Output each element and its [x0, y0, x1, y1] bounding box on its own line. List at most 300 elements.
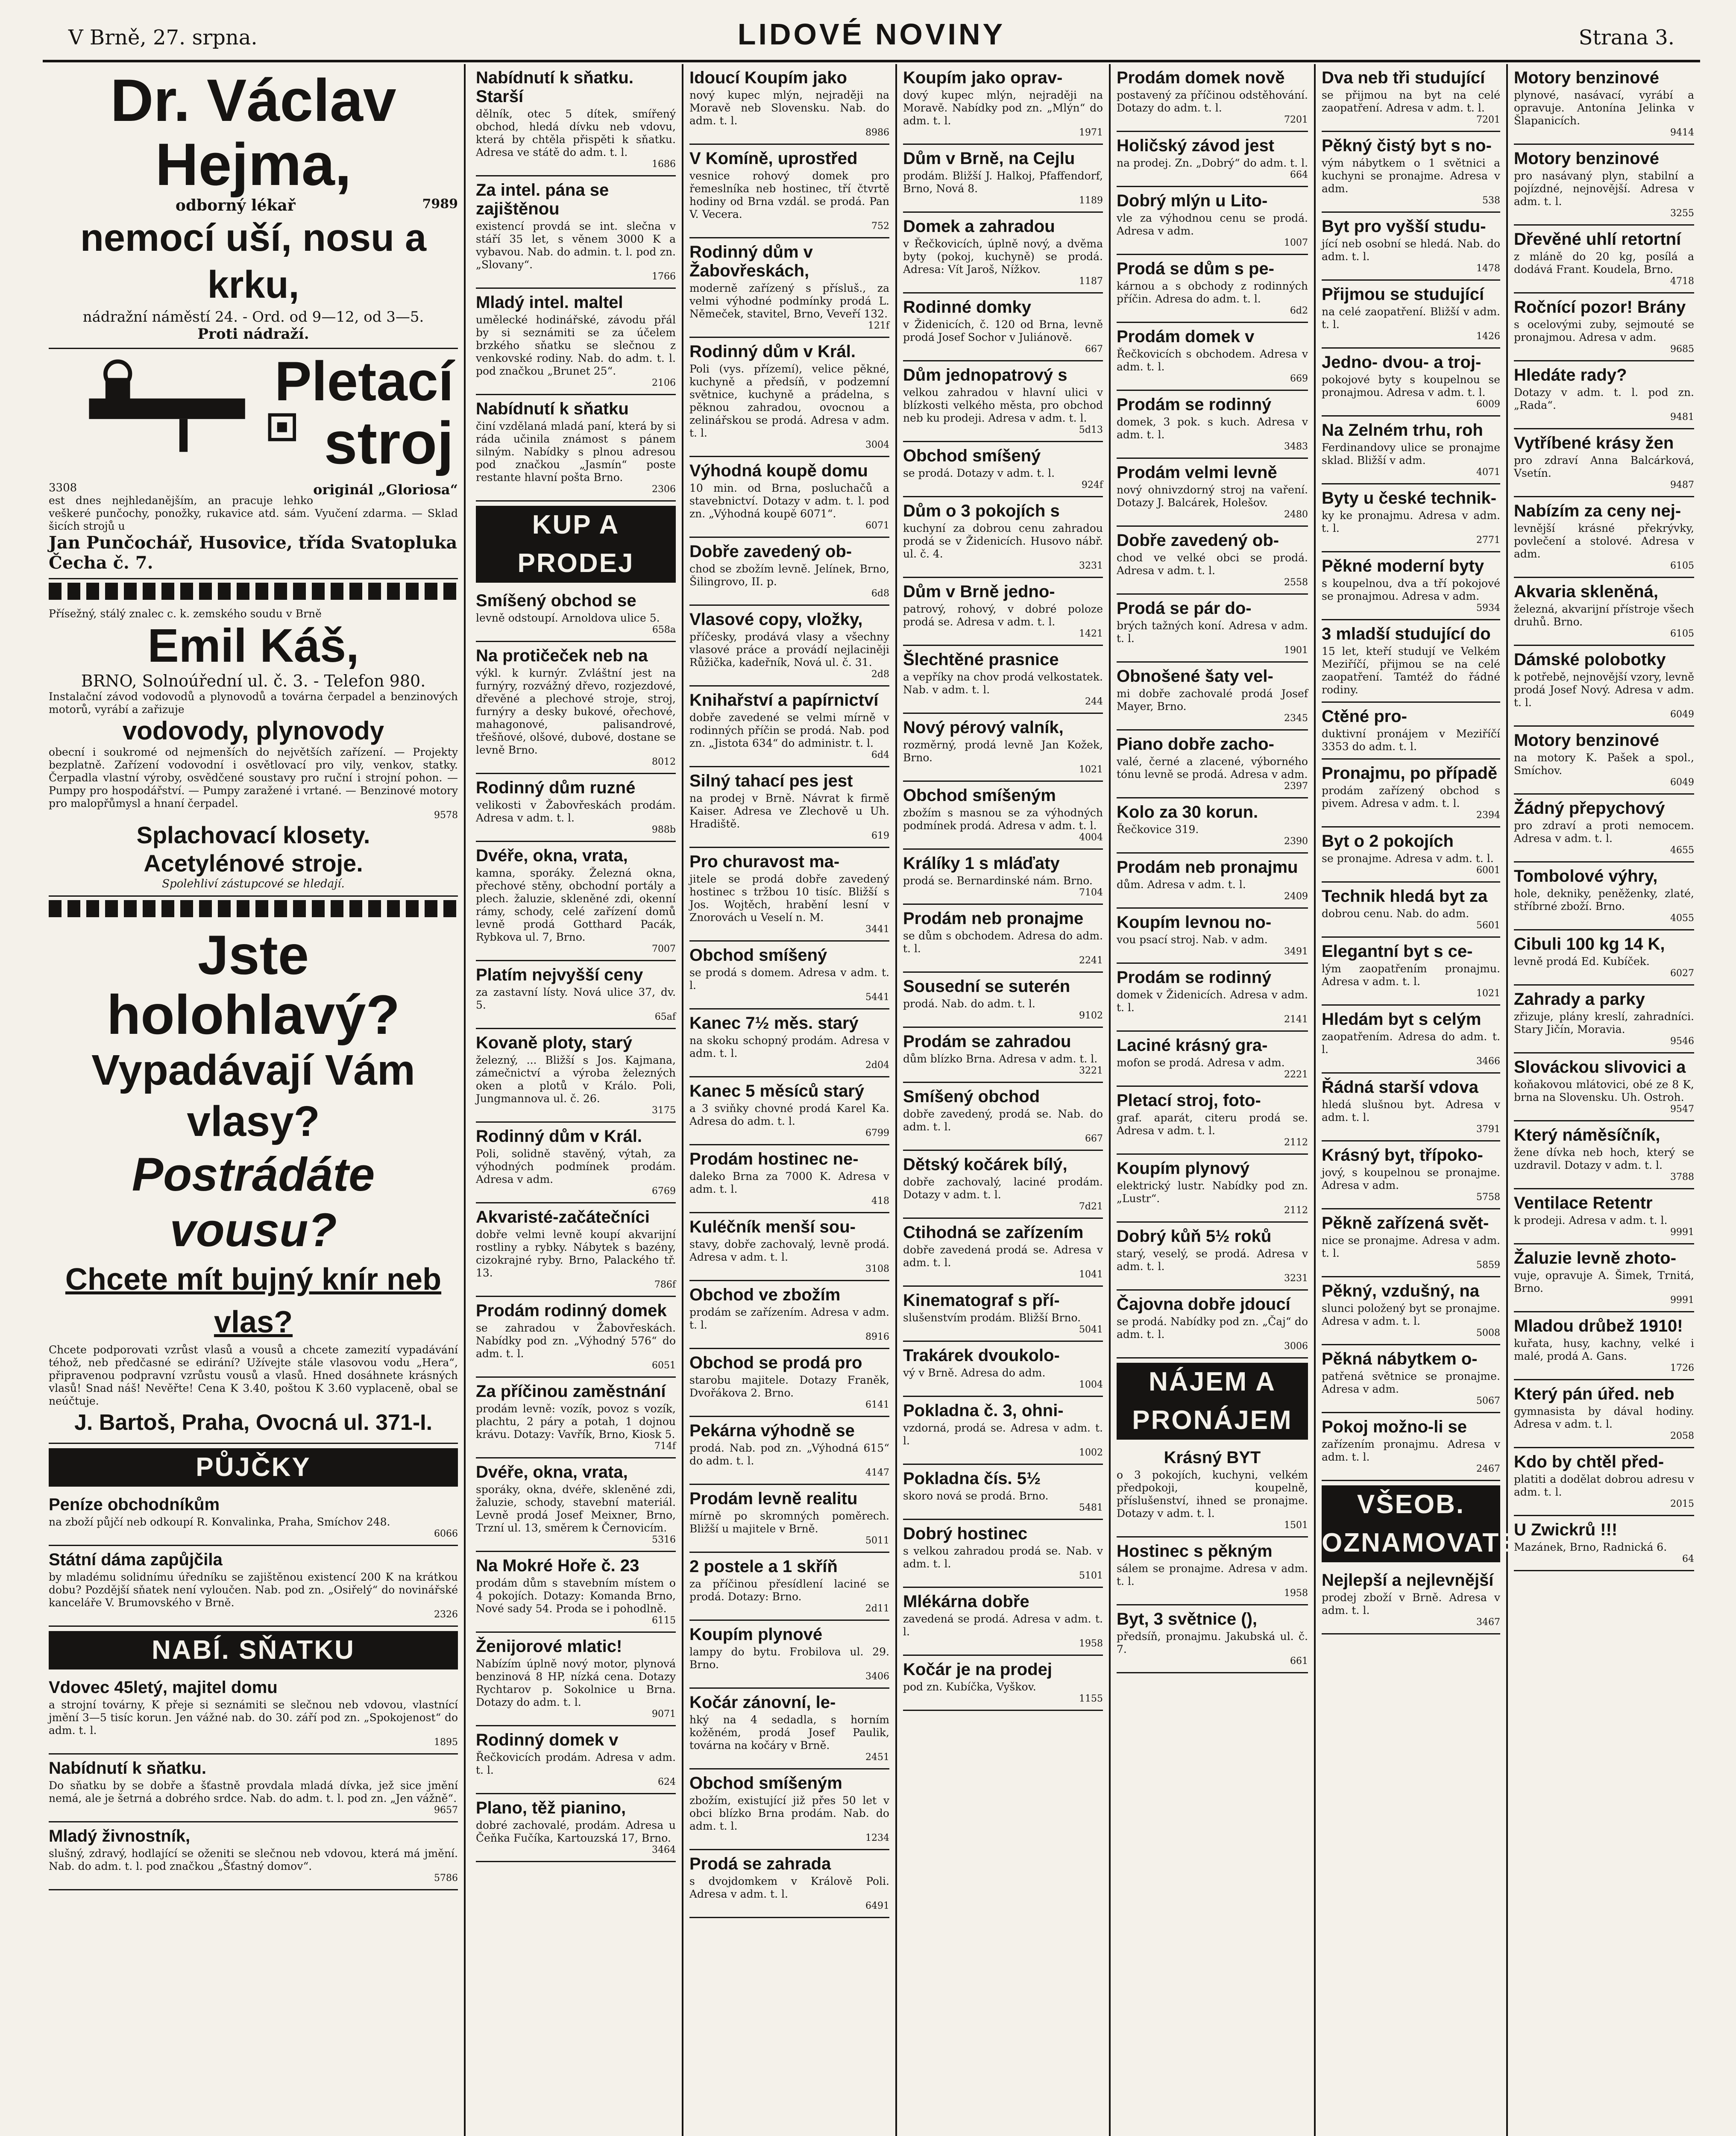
classified-ad [1514, 429, 1694, 497]
ad-text: za příčinou přesídlení laciné se prodá. Dotazy: Brno. [689, 1578, 889, 1603]
ad-text: lampy do bytu. Frobilova ul. 29. Brno. [689, 1646, 889, 1671]
ad-title: Dům v Brně jedno- [903, 582, 1055, 601]
ad-text: dobře zavedená prodá se. Adresa v adm. t. l. [903, 1244, 1103, 1269]
ad-number: 9547 [1670, 1104, 1694, 1115]
column-6 [1316, 64, 1537, 2136]
knitting-title-1: Pletací [274, 350, 454, 412]
ad-text: k prodeji. Adresa v adm. t. l. [1514, 1214, 1668, 1226]
ad-title: V Komíně, uprostřed [689, 149, 858, 168]
classified-ad [903, 850, 1103, 905]
ad-title: Rodinný dům v Král. [476, 1127, 642, 1146]
ad-title: Prodám se zahradou [903, 1032, 1071, 1051]
ad-title: Který pán úřed. neb [1514, 1385, 1674, 1403]
ad-title: Dobrý kůň 5½ roků [1117, 1227, 1272, 1246]
classified-ad [1322, 1141, 1500, 1209]
classified-ad [476, 1552, 676, 1633]
ad-text: zavedená se prodá. Adresa v adm. t. l. [903, 1613, 1103, 1638]
ad-text: sálem se pronajme. Adresa v adm. t. l. [1117, 1562, 1308, 1587]
ad-number: 2d04 [865, 1060, 889, 1071]
marriage-3-num: 5786 [434, 1873, 458, 1884]
masthead [43, 9, 1700, 62]
classified-ad [1117, 391, 1308, 459]
ad-title: Prodám rodinný domek [476, 1301, 667, 1320]
classified-ad [1322, 64, 1500, 132]
ad-number: 6d8 [871, 588, 889, 599]
classified-ad [1322, 1485, 1537, 1562]
knitting-original: originál „Gloriosa“ [313, 481, 458, 498]
ad-number: 9414 [1670, 127, 1694, 138]
ad-text: platiti a dodělat dobrou adresu v adm. t. l. [1514, 1473, 1694, 1498]
ad-text: železná, akvarijní přístroje všech druhů. Brno. [1514, 603, 1694, 628]
ad-text: vesnice rohový domek pro řemeslníka neb hostinec, tří čtvrtě hodiny od Brna vzdál. se prodá. Pan V. Vecera. [689, 170, 889, 220]
ad-text: domek v Židenicích. Adresa v adm. t. l. [1117, 989, 1308, 1014]
ad-text: Řečkovicích prodám. Adresa v adm. t. l. [476, 1751, 676, 1776]
ad-text: pro zdraví a proti nemocem. Adresa v adm. t. l. [1514, 819, 1694, 845]
classified-ad [903, 497, 1103, 578]
ad-number: 2112 [1284, 1205, 1308, 1216]
classified-ad [476, 395, 676, 502]
ad-title: Dvéře, okna, vrata, [476, 846, 628, 865]
loans-banner: PŮJČKY [49, 1448, 458, 1487]
ad-text: s velkou zahradou prodá se. Nab. v adm. t. l. [903, 1545, 1103, 1570]
ad-text: na prodej. Zn. „Dobrý“ do adm. t. l. [1117, 157, 1308, 169]
ad-text: plynové, nasávací, vyrábí a opravuje. Antonína Jelinka v Šlapanicích. [1514, 89, 1694, 127]
ad-text: lým zaopatřením pronajmu. Adresa v adm. t. l. [1322, 962, 1500, 988]
ad-number: 3467 [1476, 1617, 1500, 1628]
ad-text: hledá slušnou byt. Adresa v adm. t. l. [1322, 1098, 1500, 1124]
ad-number: 786f [654, 1279, 676, 1290]
ad-title: Pronajmu, po případě [1322, 764, 1498, 783]
classified-ad [476, 1458, 676, 1552]
classified-ad [476, 289, 676, 395]
ad-title: Piano dobře zacho- [1117, 735, 1274, 754]
ad-number: 2771 [1476, 535, 1500, 546]
classified-ad [903, 782, 1103, 850]
ad-number: 9991 [1670, 1295, 1694, 1306]
ad-title: Byty u české technik- [1322, 489, 1497, 508]
classified-ad [689, 1553, 889, 1621]
ad-title: Domek a zahradou [903, 217, 1055, 236]
ad-text: prodá se. Bernardinské nám. Brno. [903, 874, 1093, 887]
classified-ad [1117, 1155, 1308, 1223]
classified-ad [903, 64, 1103, 145]
ad-number: 6001 [1476, 865, 1500, 876]
ad-text: s koupelnou, dva a tří pokojové se pronajmou. Adresa v adm. [1322, 577, 1500, 602]
classified-ad [903, 646, 1103, 714]
ad-number: 2112 [1284, 1137, 1308, 1148]
hair-firm: J. Bartoš, Praha, Ovocná ul. 371-I. [74, 1410, 433, 1435]
ad-text: za zastavní lísty. Nová ulice 37, dv. 5. [476, 986, 676, 1011]
ad-text: na skoku schopný prodám. Adresa v adm. t. l. [689, 1034, 889, 1059]
ad-number: 3004 [865, 440, 889, 450]
ad-title: Na Zelném trhu, roh [1322, 421, 1483, 440]
ad-title: Čajovna dobře jdoucí [1117, 1295, 1290, 1314]
classified-ad [1514, 497, 1694, 578]
classified-ad [689, 1417, 889, 1485]
masthead-page: Strana 3. [1578, 26, 1674, 50]
ad-number: 9102 [1079, 1010, 1103, 1021]
ad-title: Ročnící pozor! Brány [1514, 298, 1686, 317]
classified-ad [1117, 964, 1308, 1032]
classified-ad [903, 1028, 1103, 1083]
doctor-name: Dr. Václav Hejma, [110, 67, 396, 198]
ad-number: 3231 [1079, 560, 1103, 571]
ad-number: 6141 [865, 1400, 889, 1410]
classified-ad [903, 1397, 1103, 1465]
ad-number: 3788 [1670, 1172, 1694, 1182]
ad-number: 7007 [652, 944, 676, 954]
ad-number: 121f [868, 320, 889, 331]
classified-ad [1117, 1291, 1308, 1358]
ad-text: nice se pronajme. Adresa v adm. t. l. [1322, 1234, 1500, 1259]
ad-text: zaopatřením. Adresa do adm. t. l. [1322, 1030, 1500, 1056]
ad-number: 658a [652, 625, 676, 635]
ad-text: slunci položený byt se pronajme. Adresa v adm. t. l. [1322, 1302, 1500, 1327]
ad-title: Akvaria skleněná, [1514, 582, 1658, 601]
ad-number: 8916 [865, 1332, 889, 1342]
ad-text: prodám zařízený obchod s pivem. Adresa v adm. t. l. [1322, 784, 1500, 810]
ad-number: 2394 [1476, 810, 1500, 821]
ad-number: 3464 [652, 1845, 676, 1855]
loan-1-text: na zboží půjčí neb odkoupí R. Konvalinka, Praha, Smíchov 248. [49, 1516, 390, 1528]
ad-number: 9546 [1670, 1036, 1694, 1047]
ad-title: Platím nejvyšší ceny [476, 965, 643, 984]
classified-ad [1514, 361, 1694, 429]
classified-ad [476, 1378, 676, 1458]
classified-ad [903, 1151, 1103, 1219]
ad-title: Dvéře, okna, vrata, [476, 1463, 628, 1482]
ad-number: 6049 [1670, 777, 1694, 788]
classified-ad [476, 176, 676, 289]
classified-ad [1322, 213, 1500, 281]
ad-text: zařízením pronajmu. Adresa v adm. t. l. [1322, 1438, 1500, 1463]
ad-number: 2467 [1476, 1464, 1500, 1474]
ad-text: s ocelovými zuby, sejmouté se pronajmou. Adresa v adm. [1514, 318, 1694, 343]
ad-text: prodám se zařízením. Adresa v adm. t. l. [689, 1306, 889, 1331]
classified-ad [1322, 620, 1500, 703]
ad-title: Dům jednopatrový s [903, 366, 1067, 384]
ad-title: Pokladna čís. 5½ [903, 1469, 1041, 1488]
ad-title: Řádná starší vdova [1322, 1078, 1478, 1097]
ad-number: 1426 [1476, 331, 1500, 342]
ad-text: dobře velmi levně koupí akvarijní rostliny a rybky. Nábytek s bazény, cizokrajné ryby. Brno, Palackého tř. 13. [476, 1228, 676, 1279]
ad-number: 3108 [865, 1264, 889, 1274]
ad-number: 9481 [1670, 412, 1694, 423]
classified-ad [1117, 595, 1308, 663]
ad-number: 714f [654, 1441, 676, 1452]
classified-ad [1117, 132, 1308, 187]
classified-ad [1117, 459, 1308, 527]
ad-text: a 3 sviňky chovné prodá Karel Ka. Adresa do adm. t. l. [689, 1102, 889, 1127]
ad-text: velkou zahradou v hlavní ulici v blízkosti velkého města, pro obchod neb ku prodeji. Adresa v adm. t. l. [903, 386, 1103, 424]
ad-text: dobře zavedený, prodá se. Nab. do adm. t. l. [903, 1108, 1103, 1133]
ad-title: Přijmou se studující [1322, 285, 1484, 304]
ad-number: 7104 [1079, 887, 1103, 898]
ad-title: Jedno- dvou- a troj- [1322, 353, 1481, 372]
ad-text: se pronajme. Adresa v adm. t. l. [1322, 852, 1494, 865]
ad-title: Nabízím za ceny nej- [1514, 502, 1681, 520]
classified-ad [903, 1465, 1103, 1520]
ad-title: Nový pérový valník, [903, 718, 1064, 737]
column-3 [683, 64, 897, 2136]
ad-number: 3466 [1476, 1056, 1500, 1067]
ad-title: Prodá se dům s pe- [1117, 259, 1274, 278]
ad-title: Kovaně ploty, starý [476, 1033, 633, 1052]
ad-title: Koupím levnou no- [1117, 913, 1272, 932]
ad-text: prodám. Bližší J. Halkoj, Pfaffendorf, Brno, Nová 8. [903, 170, 1103, 195]
ad-number: 619 [871, 830, 889, 841]
ad-title: Pokladna č. 3, ohni- [903, 1401, 1064, 1420]
column-5 [1111, 64, 1316, 2136]
ad-text: Mazánek, Brno, Radnická 6. [1514, 1541, 1667, 1553]
emil-name: Emil Káš, [147, 619, 359, 672]
classified-ad [903, 361, 1103, 442]
loan-1-title: Peníze obchodníkům [49, 1495, 220, 1514]
ad-number: 1501 [1284, 1520, 1308, 1531]
ad-title: Kanec 7½ měs. starý [689, 1014, 859, 1033]
loan-ad-2 [49, 1546, 458, 1627]
ad-text: elektrický lustr. Nabídky pod zn. „Lustr“. [1117, 1179, 1308, 1205]
classified-ad [1514, 1448, 1694, 1516]
classified-ad [1117, 731, 1308, 798]
marriage-2-title: Nabídnutí k sňatku. [49, 1759, 206, 1778]
ad-number: 2221 [1284, 1069, 1308, 1080]
ad-text: činí vzdělaná mladá paní, která by si ráda učinila známost s pánem silným. Nabídky s plnou adresou pod značkou „Jasmín“ poste restante hlavní pošta Brno. [476, 420, 676, 484]
classified-ad [689, 1077, 889, 1145]
emil-closets: Splachovací klosety. [136, 822, 370, 848]
classified-ad [689, 1485, 889, 1553]
classified-ad [903, 1219, 1103, 1287]
ad-text: nový kupec mlýn, nejraději na Moravě neb Slovensku. Nab. do adm. t. l. [689, 89, 889, 127]
ad-number: 4055 [1670, 913, 1694, 924]
ad-number: 6009 [1476, 399, 1500, 410]
classified-ad [476, 1794, 676, 1862]
classified-ad [689, 238, 889, 338]
marriage-2-text: Do sňatku by se dobře a šťastně provdala mladá dívka, jež sice jmění nemá, ale je šetrná a dobrého srdce. Nab. do adm. t. l. pod zn. „Jen vážně“. [49, 1779, 458, 1804]
loan-ad-1 [49, 1491, 458, 1546]
ad-number: 3231 [1284, 1273, 1308, 1284]
ad-text: Poli, solidně stavěný, výtah, za výhodných podmínek prodám. Adresa v adm. [476, 1147, 676, 1185]
ad-number: 2390 [1284, 836, 1308, 847]
ad-number: 5067 [1476, 1396, 1500, 1406]
classified-ad [1117, 1605, 1308, 1673]
ad-text: se prodá. Dotazy v adm. t. l. [903, 467, 1055, 479]
ad-number: 2480 [1284, 509, 1308, 520]
ad-number: 64 [1682, 1554, 1694, 1564]
ad-title: Obchod smíšený [689, 946, 827, 965]
classified-ad [1322, 1209, 1500, 1277]
ad-text: na motory K. Pašek a spol., Smíchov. [1514, 751, 1694, 777]
ad-title: Smíšený obchod [903, 1087, 1040, 1106]
emil-num: 9578 [434, 810, 458, 821]
ad-text: gymnasista by dával hodiny. Adresa v adm. t. l. [1514, 1405, 1694, 1430]
ad-text: graf. aparát, citeru prodá se. Adresa v adm. t. l. [1117, 1112, 1308, 1137]
ad-text: jitele se prodá dobře zavedený hostinec s tržbou 10 tisíc. Bližší s Jos. Wojtěch, hrabění lesní v Znorovách u Veselí n. M. [689, 873, 889, 924]
ad-number: 244 [1085, 696, 1103, 707]
ad-title: Pekárna výhodně se [689, 1421, 855, 1440]
ad-title: U Zwickrů !!! [1514, 1520, 1618, 1539]
classified-ad [476, 587, 676, 642]
knitting-title-2: stroj [324, 409, 454, 476]
ad-title: Ženijorové mlatic! [476, 1637, 622, 1656]
ad-number: 6115 [652, 1615, 676, 1626]
classified-ad [1322, 938, 1500, 1006]
classified-ad [689, 538, 889, 606]
classified-ad [1322, 552, 1500, 620]
ad-title: Obchod smíšeným [689, 1774, 842, 1793]
ad-number: 1766 [652, 271, 676, 282]
doctor-specialty: nemocí uší, nosu a krku, [80, 217, 427, 306]
ad-number: 6049 [1670, 709, 1694, 720]
classified-ad [1322, 1413, 1500, 1481]
knitting-shop: Jan Punčochář, Husovice, třída Svatopluka Čecha č. 7. [49, 533, 457, 573]
ad-text: valé, černé a zlacené, výborného tónu levně se prodá. Adresa v adm. [1117, 755, 1308, 780]
ad-title: Kanec 5 měsíců starý [689, 1082, 865, 1100]
emil-text-2: obecní i soukromé od nejmenších do největších zařízení. — Projekty bezplatně. Zařízení vodovodní i osvětlovací pro vily, venkov, statky. Čerpadla vlastní výroby, osvědčené soustavy pro ruční i strojní pohon. — Pumpy pro hospodářství. — Pumpy zaražené i vrtané. — Benzinové motory pro malopřůmysl a hnaní čerpadel. [49, 746, 458, 810]
ad-text: pokojové byty s koupelnou se pronajmou. Adresa v adm. t. l. [1322, 373, 1500, 399]
ad-number: 6799 [865, 1128, 889, 1138]
ad-number: 1234 [865, 1833, 889, 1843]
classified-ad [1514, 986, 1694, 1053]
ad-text: se prodá s domem. Adresa v adm. t. l. [689, 966, 889, 992]
ad-text: prodám levně: vozík, povoz s vozík, plachtu, 2 páry a potah, 1 dojnou krávu. Dotazy: Vavřík, Brno, Kiosk 5. [476, 1402, 676, 1441]
ad-title: Pěkný čistý byt s no- [1322, 136, 1492, 155]
ad-text: se dům s obchodem. Adresa do adm. t. l. [903, 930, 1103, 955]
ad-number: 1421 [1079, 628, 1103, 639]
marriage-1-num: 1895 [434, 1737, 458, 1748]
ad-number: 3483 [1284, 441, 1308, 452]
ad-title: Laciné krásný gra- [1117, 1036, 1268, 1055]
loan-2-title: Státní dáma zapůjčila [49, 1550, 223, 1569]
classified-ad [903, 1287, 1103, 1342]
classified-ad [689, 1349, 889, 1417]
ad-title: Slováckou slivovici a [1514, 1058, 1686, 1077]
classified-ad [903, 213, 1103, 293]
classified-ad [1514, 1053, 1694, 1121]
classified-ad [1514, 1121, 1694, 1189]
classified-ad [689, 1145, 889, 1213]
ad-title: Dobrý hostinec [903, 1524, 1028, 1543]
classified-ad [689, 1213, 889, 1281]
ad-title: Dobře zavedený ob- [1117, 531, 1279, 550]
ad-text: kamna, sporáky. Železná okna, přechové stěny, obchodní portály a plech. žaluzie, skleněné zdi, okenní rámy, schody, celé zařízení domů levně prodá Gotthard Pacák, Rybkova ul. 7, Brno. [476, 867, 676, 943]
ad-title: 2 postele a 1 skříň [689, 1557, 838, 1576]
ad-text: dobrou cenu. Nab. do adm. [1322, 907, 1469, 920]
ad-text: vuje, opravuje A. Šimek, Trnitá, Brno. [1514, 1269, 1694, 1294]
ad-text: patřená světnice se pronajme. Adresa v adm. [1322, 1370, 1500, 1395]
hair-q3: Postrádáte vousu? [132, 1148, 375, 1256]
ad-text: moderně zařízený s přísluš., za velmi výhodné podmínky prodá L. Němeček, stavitel, Brno, Veveří 132. [689, 282, 889, 320]
ad-number: 2141 [1284, 1014, 1308, 1025]
ad-title: Obchod smíšený [903, 446, 1041, 465]
ad-title: Prodám hostinec ne- [689, 1150, 859, 1168]
ad-text: s dvojdomkem v Králově Poli. Adresa v adm. t. l. [689, 1875, 889, 1900]
ad-number: 667 [1085, 1133, 1103, 1144]
classified-ad [903, 973, 1103, 1028]
ad-title: Žádný přepychový [1514, 799, 1665, 818]
ad-text: 10 min. od Brna, posluchačů a stavebnictví. Dotazy v adm. t. l. pod zn. „Výhodná koupě 6071“. [689, 482, 889, 520]
newspaper-page [17, 9, 1719, 2136]
ad-title: Ventilace Retentr [1514, 1194, 1653, 1212]
ad-number: 3255 [1670, 208, 1694, 219]
ad-text: dělník, otec 5 dítek, smířený obchod, hledá dívku neb vdovu, která by chtěla přispěti k sňatku. Adresa ve státě do adm. t. l. [476, 108, 676, 158]
ad-text: v Židenicích, č. 120 od Brna, levně prodá Josef Sochor v Juliánově. [903, 318, 1103, 343]
ad-title: Prodám domek nově [1117, 68, 1285, 87]
ad-number: 1478 [1476, 263, 1500, 274]
ad-title: Krásný byt, třípoko- [1322, 1146, 1483, 1165]
ad-number: 5316 [652, 1535, 676, 1545]
ad-text: kuřata, husy, kachny, velké i malé, prodá A. Gans. [1514, 1337, 1694, 1362]
ad-number: 4718 [1670, 276, 1694, 287]
classified-ad [1117, 255, 1308, 323]
ad-number: 6d4 [871, 750, 889, 760]
col1-bottom [49, 1444, 458, 1890]
ad-text: rozměrný, prodá levně Jan Kožek, Brno. [903, 739, 1103, 764]
ad-text: Řečkovice 319. [1117, 823, 1199, 836]
ad-number: 3791 [1476, 1124, 1500, 1135]
ad-text: vým nábytkem o 1 světnici a kuchyni se pronajme. Adresa v adm. [1322, 157, 1500, 195]
ad-title: Prodám velmi levně [1117, 463, 1277, 482]
ad-title: Rodinný dům v Žabovřeskách, [689, 243, 813, 280]
classified-ad [1117, 798, 1308, 854]
classified-ad [1322, 1567, 1500, 1634]
classified-ad [1322, 349, 1500, 417]
ad-title: Nejlepší a nejlevnější [1322, 1571, 1494, 1590]
ad-text: se zahradou v Žabovřeskách. Nabídky pod zn. „Výhodný 576“ do adm. t. l. [476, 1322, 676, 1360]
ad-title: Dům v Brně, na Cejlu [903, 149, 1075, 168]
marriage-1-title: Vdovec 45letý, majitel domu [49, 1678, 278, 1697]
ad-number: 6105 [1670, 628, 1694, 639]
ad-number: 752 [871, 221, 889, 232]
ad-number: 3406 [865, 1671, 889, 1682]
ad-number: 9685 [1670, 344, 1694, 355]
classified-ad [903, 145, 1103, 213]
ad-title: Motory benzinové [1514, 149, 1660, 168]
ad-title: Plano, těž pianino, [476, 1799, 626, 1817]
ad-text: skoro nová se prodá. Brno. [903, 1490, 1049, 1502]
ad-title: Kuléčník menší sou- [689, 1218, 856, 1236]
ornament-stripe-2 [49, 900, 458, 917]
ad-title: Dámské polobotky [1514, 650, 1666, 669]
ad-number: 538 [1482, 195, 1500, 206]
ad-title: Nabídnutí k sňatku. Starší [476, 68, 633, 106]
ad-number: 667 [1085, 344, 1103, 355]
loan-2-text: by mladému solidnímu úředníku se zajištěnou existencí 200 K na krátkou dobu? Pozdější sňatek není vyloučen. Nab. pod zn. „Osiřelý“ do novinářské kanceláře V. Brumovského v Brně. [49, 1571, 458, 1609]
ad-title: Koupím plynový [1117, 1159, 1250, 1178]
classified-ad [1117, 527, 1308, 595]
ad-text: Dotazy v adm. t. l. pod zn. „Rada“. [1514, 386, 1694, 411]
classified-ad [1514, 863, 1694, 930]
ad-number: 3175 [652, 1105, 676, 1116]
column-1 [43, 64, 466, 2136]
ad-title: Obnošené šaty vel- [1117, 667, 1273, 686]
ad-title: Prodám levně realitu [689, 1489, 858, 1508]
classified-ad [689, 64, 889, 145]
classified-ad [1117, 909, 1308, 964]
classified-ad [1514, 930, 1694, 986]
ad-text: na celé zaopatření. Bližší v adm. t. l. [1322, 305, 1500, 331]
ad-title: Výhodná koupě domu [689, 461, 868, 480]
ad-number: 5859 [1476, 1260, 1500, 1270]
ad-number: 5934 [1476, 603, 1500, 613]
classified-ad [476, 842, 676, 961]
loan-1-num: 6066 [434, 1529, 458, 1539]
ad-text: dobré zachovalé, prodám. Adresa u Čeňka Fučíka, Kartouzská 17, Brno. [476, 1819, 676, 1844]
ad-text: mírně po skromných poměrech. Bližší u majitele v Brně. [689, 1510, 889, 1535]
ad-title: Za příčinou zaměstnání [476, 1382, 666, 1401]
ad-number: 1958 [1284, 1588, 1308, 1599]
column-7 [1508, 64, 1700, 2136]
